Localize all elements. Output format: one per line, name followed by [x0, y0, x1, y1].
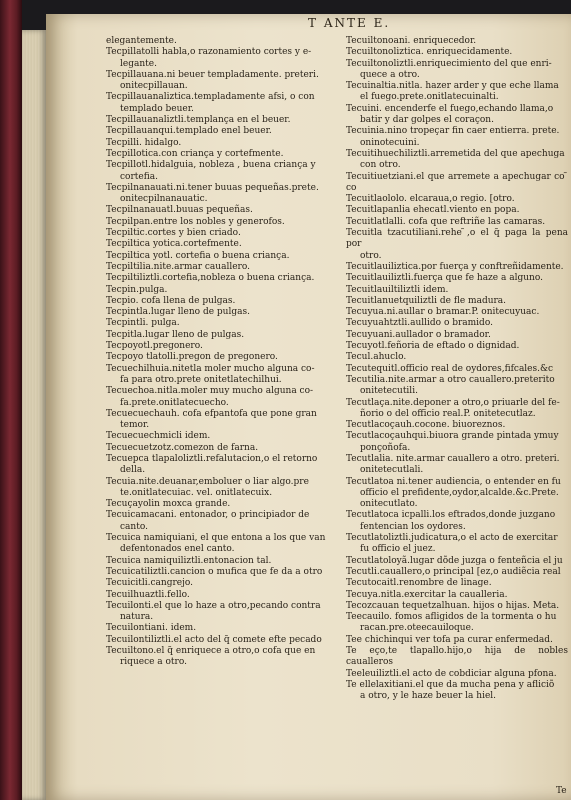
- entry-text: Tecuitlauiliztli.fuerça que fe haze a alguno.: [346, 273, 543, 284]
- dictionary-entry: [346, 262, 568, 273]
- entry-text: Tecuinaltia.nitla. hazer arder y que eche llama: [346, 81, 559, 92]
- entry-text: Teecauilo. fomos afligidos de la tormenta o hu: [346, 612, 557, 623]
- entry-text: Tecpintli. pulga.: [106, 318, 180, 329]
- dictionary-entry: [106, 92, 354, 115]
- dictionary-entry: [346, 36, 568, 47]
- entry-text: Tecuyuahtztli.aullido o bramido.: [346, 318, 493, 329]
- entry-text: Tecuini. encenderfe el fuego,echando llama,o: [346, 103, 554, 114]
- entry-text: Tecpillauanaliztica.templadamente afsi, o con: [106, 92, 315, 103]
- entry-text: Tecuitlapanlia ehecatl.viento en popa.: [346, 205, 520, 216]
- dictionary-entry: [106, 273, 354, 284]
- dictionary-entry: [346, 590, 568, 601]
- entry-continuation: onitetecutili.: [360, 386, 418, 397]
- entry-continuation: a otro, y le haze beuer la hiel.: [360, 691, 497, 702]
- entry-text: Tecuinia.nino tropeçar fin caer entierra. prete.: [346, 126, 560, 137]
- dictionary-entry: [106, 499, 354, 510]
- entry-continuation: cortefia.: [120, 171, 158, 182]
- entry-text: Tecuitihuechiliztli.arremetida del que apechuga: [346, 148, 565, 159]
- dictionary-entry: [346, 285, 568, 296]
- entry-text: Tecpiltica yotica.cortefmente.: [106, 239, 242, 250]
- dictionary-entry: [106, 601, 354, 624]
- dictionary-entry: [346, 635, 568, 646]
- entry-text: Tecuya.nitla.exercitar la caualleria.: [346, 589, 508, 600]
- dictionary-entry: [106, 510, 354, 533]
- entry-text: Tecuicitli.cangrejo.: [106, 578, 194, 589]
- book-cover-edge: [0, 0, 22, 800]
- entry-text: Tecpillatolli habla,o razonamiento cortes y e-: [106, 47, 312, 58]
- entry-continuation: ponçoñofa.: [360, 442, 411, 453]
- entry-text: Tecpilnanauati.ni.tener buuas pequeñas.prete.: [106, 182, 319, 193]
- dictionary-entry: [106, 239, 354, 250]
- entry-continuation: officio el prefidente,oydor,alcalde.&c.Prete.: [360, 487, 559, 498]
- dictionary-entry: [106, 386, 354, 409]
- entry-text: Tecuicatiliztli.cancion o mufica que fe da a otro: [106, 566, 323, 577]
- entry-text: Tecuecuechauh. cofa efpantofa que pone gran: [106, 408, 317, 419]
- entry-text: Tecutlatoloyã.lugar dõde juzga o fenteñcia el ju: [346, 555, 563, 566]
- entry-text: Tecuia.nite.deuanar,emboluer o liar algo.pre: [106, 476, 309, 487]
- entry-text: Tecpillauanqui.templado enel beuer.: [106, 126, 272, 137]
- entry-text: Tecpiltica yotl. cortefia o buena criança.: [106, 250, 290, 261]
- entry-text: Tecutocaitl.renombre de linage.: [346, 578, 492, 589]
- dictionary-entry: [346, 398, 568, 421]
- entry-text: Tecuyotl.feñoria de eftado o dignidad.: [346, 341, 520, 352]
- entry-text: Tecuecuetzotz.comezon de farna.: [106, 442, 259, 453]
- left-column: [106, 36, 354, 669]
- entry-text: Tecpillotl.hidalguia, nobleza , buena criança y: [106, 160, 316, 171]
- entry-text: Tecuiltonoliztli.enriquecimiento del que enri-: [346, 58, 552, 69]
- entry-continuation: templado beuer.: [120, 103, 194, 114]
- entry-text: Tecuitla tzacutiliani.rehe ̃,o el q̃ paga la pena por: [346, 228, 568, 250]
- entry-continuation: onitecpilnanauatic.: [120, 194, 208, 205]
- entry-continuation: otro.: [360, 250, 382, 261]
- entry-text: Tecpoyo tlatolli.pregon de pregonero.: [106, 352, 278, 363]
- dictionary-entry: [106, 454, 354, 477]
- entry-continuation: racan.pre.oteecauiloque.: [360, 623, 474, 634]
- dictionary-entry: [346, 341, 568, 352]
- entry-continuation: te.onitlatecuiac. vel. onitlatecuix.: [120, 487, 273, 498]
- dictionary-entry: [106, 138, 354, 149]
- entry-continuation: batir y dar golpes el coraçon.: [360, 115, 494, 126]
- entry-continuation: canto.: [120, 521, 148, 532]
- entry-text: Tecpillotica.con criança y cortefmente.: [106, 148, 284, 159]
- dictionary-entry: [346, 273, 568, 284]
- dictionary-entry: [106, 352, 354, 363]
- dictionary-entry: [106, 646, 354, 669]
- entry-continuation: ñorio o del officio real.P. onitetecutlaz.: [360, 408, 536, 419]
- dictionary-entry: [106, 623, 354, 634]
- entry-text: Te ellelaxitiani.el que da mucha pena y afliciõ: [346, 679, 555, 690]
- entry-continuation: quece a otro.: [360, 69, 420, 80]
- dictionary-entry: [106, 590, 354, 601]
- entry-text: Tecuyuani.aullador o bramador.: [346, 329, 491, 340]
- dictionary-entry: [106, 341, 354, 352]
- dictionary-entry: [346, 477, 568, 511]
- entry-text: Tecpilnanauatl.buuas pequeñas.: [106, 205, 253, 216]
- dictionary-entry: [346, 307, 568, 318]
- entry-text: Tecpiltilia.nite.armar cauallero.: [106, 261, 250, 272]
- entry-continuation: legante.: [120, 58, 157, 69]
- dictionary-entry: [106, 364, 354, 387]
- dictionary-entry: [346, 104, 568, 127]
- entry-continuation: onitecpillauan.: [120, 81, 188, 92]
- entry-text: Tecuica namiquiliztli.entonacion tal.: [106, 555, 272, 566]
- entry-text: Tecuitlaololo. elcaraua,o regio. [otro.: [346, 194, 515, 205]
- dictionary-entry: [106, 330, 354, 341]
- dictionary-entry: [346, 601, 568, 612]
- dictionary-entry: [346, 59, 568, 82]
- entry-text: Tecutequitl.officio real de oydores,fifcales.&c: [346, 363, 554, 374]
- entry-text: Tecutlatoliztli.judicatura,o el acto de exercitar: [346, 533, 558, 544]
- dictionary-entry: [106, 205, 354, 216]
- entry-continuation: con otro.: [360, 160, 401, 171]
- dictionary-entry: [106, 149, 354, 160]
- entry-text: Tecuiltonoani. enriquecedor.: [346, 36, 477, 46]
- entry-text: Tecpio. cofa llena de pulgas.: [106, 295, 236, 306]
- entry-text: Tecuilhuaztli.fello.: [106, 589, 190, 600]
- dictionary-entry: [106, 228, 354, 239]
- entry-text: Tecuechilhuia.nitetla moler mucho alguna co-: [106, 363, 315, 374]
- dictionary-entry: [346, 533, 568, 556]
- entry-text: Tecpilli. hidalgo.: [106, 137, 182, 148]
- dictionary-entry: [346, 126, 568, 149]
- entry-text: Tecpitla.lugar lleno de pulgas.: [106, 329, 245, 340]
- entry-text: Tecuitlauiltiliztli idem.: [346, 284, 449, 295]
- entry-text: Tecpillauana.ni beuer templadamente. preteri.: [106, 69, 319, 80]
- entry-text: Tecpillauanaliztli.templança en el beuer.: [106, 115, 291, 126]
- entry-text: Tecutlatoca icpalli.los eftrados,donde juzgano: [346, 510, 556, 521]
- dictionary-entry: [106, 307, 354, 318]
- entry-continuation: natura.: [120, 612, 154, 623]
- dictionary-entry: [106, 567, 354, 578]
- page-edges: [22, 30, 46, 800]
- running-title: T ANTE E.: [308, 16, 391, 30]
- dictionary-entry: [106, 47, 354, 70]
- dictionary-entry: [106, 477, 354, 500]
- dictionary-entry: [106, 296, 354, 307]
- entry-text: Tecuecuechmicli idem.: [106, 431, 211, 442]
- dictionary-entry: [346, 149, 568, 172]
- entry-text: elegantemente.: [106, 36, 177, 46]
- entry-text: Tecuitlanuetquiliztli de fle madura.: [346, 295, 507, 306]
- dictionary-entry: [106, 115, 354, 126]
- right-column: [346, 36, 568, 703]
- entry-continuation: fa para otro.prete onitetlatechilhui.: [120, 374, 282, 385]
- dictionary-entry: [346, 646, 568, 669]
- dictionary-entry: [346, 172, 568, 195]
- entry-text: Tecutli.cauallero,o principal [ez,o audiẽcia real: [346, 566, 561, 577]
- dictionary-entry: [346, 352, 568, 363]
- dictionary-entry: [106, 443, 354, 454]
- dictionary-entry: [106, 431, 354, 442]
- dictionary-entry: [346, 680, 568, 703]
- dictionary-entry: [106, 251, 354, 262]
- dictionary-entry: [106, 70, 354, 93]
- entry-text: Tecuçayolin moxca grande.: [106, 499, 231, 510]
- entry-text: Tee chichinqui ver tofa pa curar enfermedad.: [346, 634, 553, 645]
- entry-text: Tecpilpan.entre los nobles y generofos.: [106, 216, 285, 227]
- entry-continuation: fentencian los oydores.: [360, 521, 466, 532]
- catchword: Te: [556, 786, 567, 796]
- dictionary-entry: [106, 36, 354, 47]
- dictionary-entry: [346, 567, 568, 578]
- entry-continuation: della.: [120, 465, 146, 476]
- entry-text: Tecpiltiliztli.cortefia,nobleza o buena criança.: [106, 273, 315, 284]
- dictionary-entry: [106, 217, 354, 228]
- entry-text: Tecuyua.ni.aullar o bramar.P. onitecuyuac.: [346, 307, 540, 318]
- entry-continuation: onitetecutlali.: [360, 465, 424, 476]
- entry-text: Tecul.ahuclo.: [346, 352, 407, 363]
- dictionary-entry: [346, 318, 568, 329]
- entry-continuation: fa.prete.onitlatecuecho.: [120, 397, 229, 408]
- dictionary-entry: [346, 228, 568, 262]
- entry-continuation: riquece a otro.: [120, 657, 187, 668]
- dictionary-entry: [346, 364, 568, 375]
- entry-text: Te eço,te tlapallo.hijo,o hija de nobles caualleros: [346, 646, 568, 668]
- entry-continuation: oninotecuini.: [360, 137, 420, 148]
- dictionary-entry: [346, 431, 568, 454]
- entry-text: Tecuilonti.el que lo haze a otro,pecando contra: [106, 600, 321, 611]
- entry-text: Tecutlacoçauh.cocone. biuoreznos.: [346, 420, 506, 431]
- dictionary-entry: [346, 669, 568, 680]
- entry-continuation: el fuego.prete.onitlatecuinalti.: [360, 92, 499, 103]
- entry-text: Tecpin.pulga.: [106, 284, 168, 295]
- dictionary-entry: [106, 578, 354, 589]
- dictionary-entry: [106, 318, 354, 329]
- entry-text: Tecuitlauiliztica.por fuerça y conftreñidamente.: [346, 261, 564, 272]
- entry-text: Tecuilontiani. idem.: [106, 623, 197, 634]
- entry-text: Tecuiltonoliztica. enriquecidamente.: [346, 47, 513, 58]
- dictionary-entry: [346, 578, 568, 589]
- dictionary-entry: [106, 285, 354, 296]
- entry-text: Tecuitlatlalli. cofa que reftriñe las camaras.: [346, 216, 546, 227]
- dictionary-entry: [346, 194, 568, 205]
- dictionary-entry: [346, 217, 568, 228]
- entry-text: Tecutlacoçauhqui.biuora grande pintada ymuy: [346, 431, 559, 442]
- entry-text: Tecpintla.lugar lleno de pulgas.: [106, 307, 250, 318]
- dictionary-entry: [346, 81, 568, 104]
- dictionary-entry: [106, 160, 354, 183]
- dictionary-entry: [106, 635, 354, 646]
- dictionary-entry: [346, 205, 568, 216]
- entry-continuation: temor.: [120, 420, 150, 431]
- entry-continuation: fu officio el juez.: [360, 544, 436, 555]
- dictionary-entry: [346, 612, 568, 635]
- dictionary-entry: [106, 262, 354, 273]
- entry-text: Tecuechoa.nitla.moler muy mucho alguna co-: [106, 386, 314, 397]
- entry-text: Tecuepca tlapaloliztli.refalutacion,o el retorno: [106, 453, 318, 464]
- entry-text: Tecuica namiquiani, el que entona a los que van: [106, 533, 326, 544]
- entry-text: Tecozcauan tequetzalhuan. hijos o hijas. Meta.: [346, 600, 560, 611]
- entry-text: Tecuicamacani. entonador, o principiador de: [106, 510, 310, 521]
- dictionary-entry: [346, 510, 568, 533]
- dictionary-entry: [346, 556, 568, 567]
- entry-text: Tecpoyotl.pregonero.: [106, 341, 203, 352]
- entry-text: Teeleuiliztli.el acto de cobdiciar alguna pfona.: [346, 668, 557, 679]
- entry-text: Tecutlalia. nite.armar cauallero a otro. preteri.: [346, 453, 560, 464]
- dictionary-entry: [106, 556, 354, 567]
- entry-text: Tecutlaça.nite.deponer a otro,o priuarle del fe-: [346, 397, 560, 408]
- entry-text: Tecuitiuetziani.el que arremete a apechugar co ̃ co: [346, 171, 568, 193]
- dictionary-entry: [106, 533, 354, 556]
- dictionary-entry: [346, 296, 568, 307]
- dictionary-entry: [346, 47, 568, 58]
- dictionary-entry: [346, 330, 568, 341]
- dictionary-entry: [106, 126, 354, 137]
- entry-text: Tecutlatoa ni.tener audiencia, o entender en fu: [346, 476, 561, 487]
- running-header: [46, 14, 571, 34]
- dictionary-entry: [346, 375, 568, 398]
- entry-text: Tecpiltic.cortes y bien criado.: [106, 228, 241, 239]
- dictionary-entry: [106, 183, 354, 206]
- dictionary-entry: [106, 409, 354, 432]
- entry-continuation: defentonados enel canto.: [120, 544, 235, 555]
- dictionary-entry: [346, 420, 568, 431]
- entry-continuation: onitecutlato.: [360, 499, 418, 510]
- entry-text: Tecutilia.nite.armar a otro cauallero.preterito: [346, 374, 555, 385]
- book-page: [46, 14, 571, 800]
- entry-text: Tecuilontiliztli.el acto del q̃ comete efte pecado: [106, 634, 322, 645]
- dictionary-entry: [346, 454, 568, 477]
- entry-text: Tecuiltono.el q̃ enriquece a otro,o cofa que en: [106, 646, 316, 657]
